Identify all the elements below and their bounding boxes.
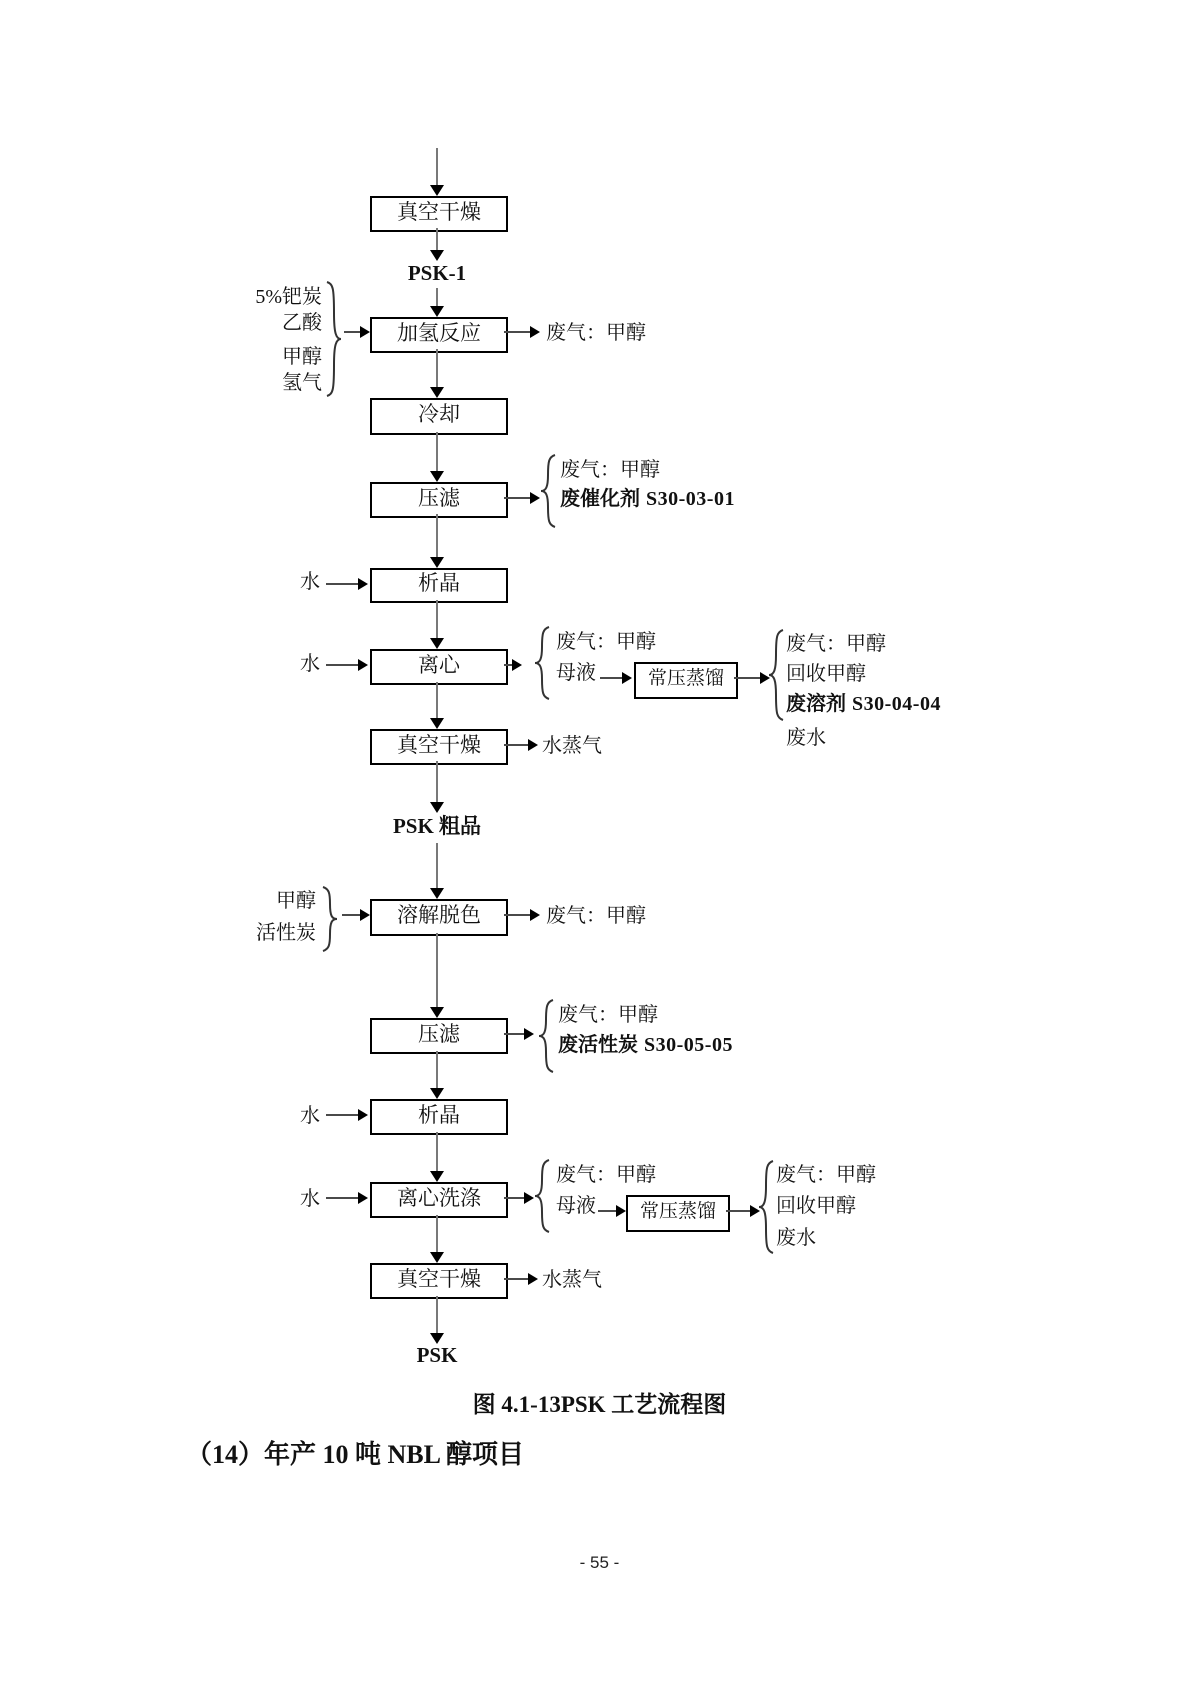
flow-line [598,1210,616,1212]
output-waste-catalyst [560,487,735,511]
output-recovered-methanol: 回收甲醇 [786,663,866,685]
brace [326,281,342,397]
process-box-cooling: 冷却 [370,398,508,435]
output-mother-liquor: 母液 [556,662,596,684]
brace [534,626,550,700]
process-box-centrifugation: 离心 [370,649,508,685]
arrow-right [512,659,522,671]
arrow-right [360,909,370,921]
brace [540,454,556,528]
arrow-right [616,1205,626,1217]
process-box-press-filtration-2: 压滤 [370,1018,508,1054]
flow-line [726,1210,750,1212]
flow-line [436,514,438,557]
input-label-water: 水 [300,1188,320,1210]
page-number: - 55 - [579,1553,620,1572]
arrow-down [430,557,444,568]
brace [758,1160,774,1254]
input-label-water: 水 [300,653,320,675]
arrow-down [430,1007,444,1018]
output-waste-solvent [786,692,941,716]
arrow-down [430,638,444,649]
output-waste-gas: 废气：甲醇 [546,905,646,927]
arrow-down [430,1088,444,1099]
brace [534,1159,550,1233]
output-recovered-methanol: 回收甲醇 [776,1195,856,1217]
arrow-right [524,1192,534,1204]
brace [538,999,554,1073]
flow-line [600,677,622,679]
waste-solvent-label: 废溶剂 [786,693,846,715]
process-box-distillation-2: 常压蒸馏 [626,1195,730,1232]
process-box-decolorization: 溶解脱色 [370,899,508,936]
waste-catalyst-code: S30-03-01 [646,488,735,510]
arrow-down [430,1171,444,1182]
flow-line [504,744,528,746]
waste-solvent-code: S30-04-04 [852,693,941,715]
input-label-water: 水 [300,1105,320,1127]
flow-line [326,1114,358,1116]
flow-line [436,600,438,638]
flow-line [734,677,760,679]
flow-line [504,497,530,499]
section-heading: （14）年产 10 吨 NBL 醇项目 [186,1440,525,1469]
process-box-crystallization-2: 析晶 [370,1099,508,1135]
flow-line [504,1033,524,1035]
process-box-vacuum-drying-1: 真空干燥 [370,196,508,232]
process-box-vacuum-drying-2: 真空干燥 [370,729,508,765]
arrow-right [358,578,368,590]
flow-line [504,914,530,916]
output-mother-liquor: 母液 [556,1195,596,1217]
flow-line [436,349,438,387]
input-label-activated-carbon: 活性炭 [256,922,316,944]
flow-line [436,288,438,306]
flow-line [326,664,358,666]
brace [322,886,338,952]
output-waste-water: 废水 [776,1227,816,1249]
arrow-right [358,1192,368,1204]
flow-line [504,331,530,333]
flow-line [436,432,438,471]
flow-line [342,914,360,916]
process-box-hydrogenation: 加氢反应 [370,317,508,353]
input-label-methanol: 甲醇 [282,346,322,368]
flow-line [436,1215,438,1252]
arrow-right [524,1028,534,1040]
arrow-right [358,659,368,671]
arrow-down [430,718,444,729]
flow-line [436,761,438,802]
brace [768,629,784,721]
flow-line [436,843,438,888]
arrow-down [430,888,444,899]
arrow-down [430,185,444,196]
arrow-right [528,739,538,751]
process-box-vacuum-drying-3: 真空干燥 [370,1263,508,1299]
flow-line [326,1197,358,1199]
flow-line [504,1197,524,1199]
arrow-down [430,250,444,261]
arrow-down [430,387,444,398]
output-waste-gas: 废气：甲醇 [556,1164,656,1186]
waste-carbon-code: S30-05-05 [644,1034,733,1056]
input-label-acetic-acid: 乙酸 [282,312,322,334]
process-box-press-filtration-1: 压滤 [370,482,508,518]
process-box-centrifugal-washing: 离心洗涤 [370,1182,508,1218]
output-water-vapor: 水蒸气 [542,735,602,757]
arrow-right [358,1109,368,1121]
output-waste-gas: 废气：甲醇 [558,1004,658,1026]
flow-line [436,682,438,718]
input-label-hydrogen: 氢气 [282,372,322,394]
flow-line [436,148,438,185]
output-water-vapor: 水蒸气 [542,1269,602,1291]
input-label-methanol: 甲醇 [276,890,316,912]
label-psk: PSK [416,1343,458,1367]
input-label-palladium-carbon: 5%钯炭 [255,286,322,308]
output-waste-gas: 废气：甲醇 [786,633,886,655]
output-waste-activated-carbon [558,1033,733,1057]
arrow-right [530,326,540,338]
output-waste-gas: 废气：甲醇 [546,322,646,344]
flow-line [436,933,438,1007]
label-psk1: PSK-1 [407,261,467,285]
arrow-right [360,326,370,338]
output-waste-gas: 废气：甲醇 [560,459,660,481]
figure-caption: 图 4.1-13PSK 工艺流程图 [472,1392,727,1417]
flow-line [436,228,438,250]
output-waste-gas: 废气：甲醇 [556,631,656,653]
arrow-down [430,471,444,482]
label-psk-crude: PSK 粗品 [392,814,482,838]
input-label-water: 水 [300,571,320,593]
arrow-right [528,1273,538,1285]
flow-line [344,331,360,333]
output-waste-gas: 废气：甲醇 [776,1164,876,1186]
arrow-right [530,492,540,504]
arrow-down [430,1252,444,1263]
waste-carbon-label: 废活性炭 [558,1034,638,1056]
flow-line [504,1278,528,1280]
arrow-down [430,802,444,813]
arrow-right [622,672,632,684]
arrow-down [430,306,444,317]
flow-line [436,1296,438,1333]
flow-line [504,664,512,666]
flow-line [436,1051,438,1088]
process-box-crystallization-1: 析晶 [370,568,508,603]
output-waste-water: 废水 [786,727,826,749]
waste-catalyst-label: 废催化剂 [560,488,640,510]
process-box-distillation-1: 常压蒸馏 [634,662,738,699]
flow-line [436,1132,438,1171]
flow-line [326,583,358,585]
arrow-right [530,909,540,921]
